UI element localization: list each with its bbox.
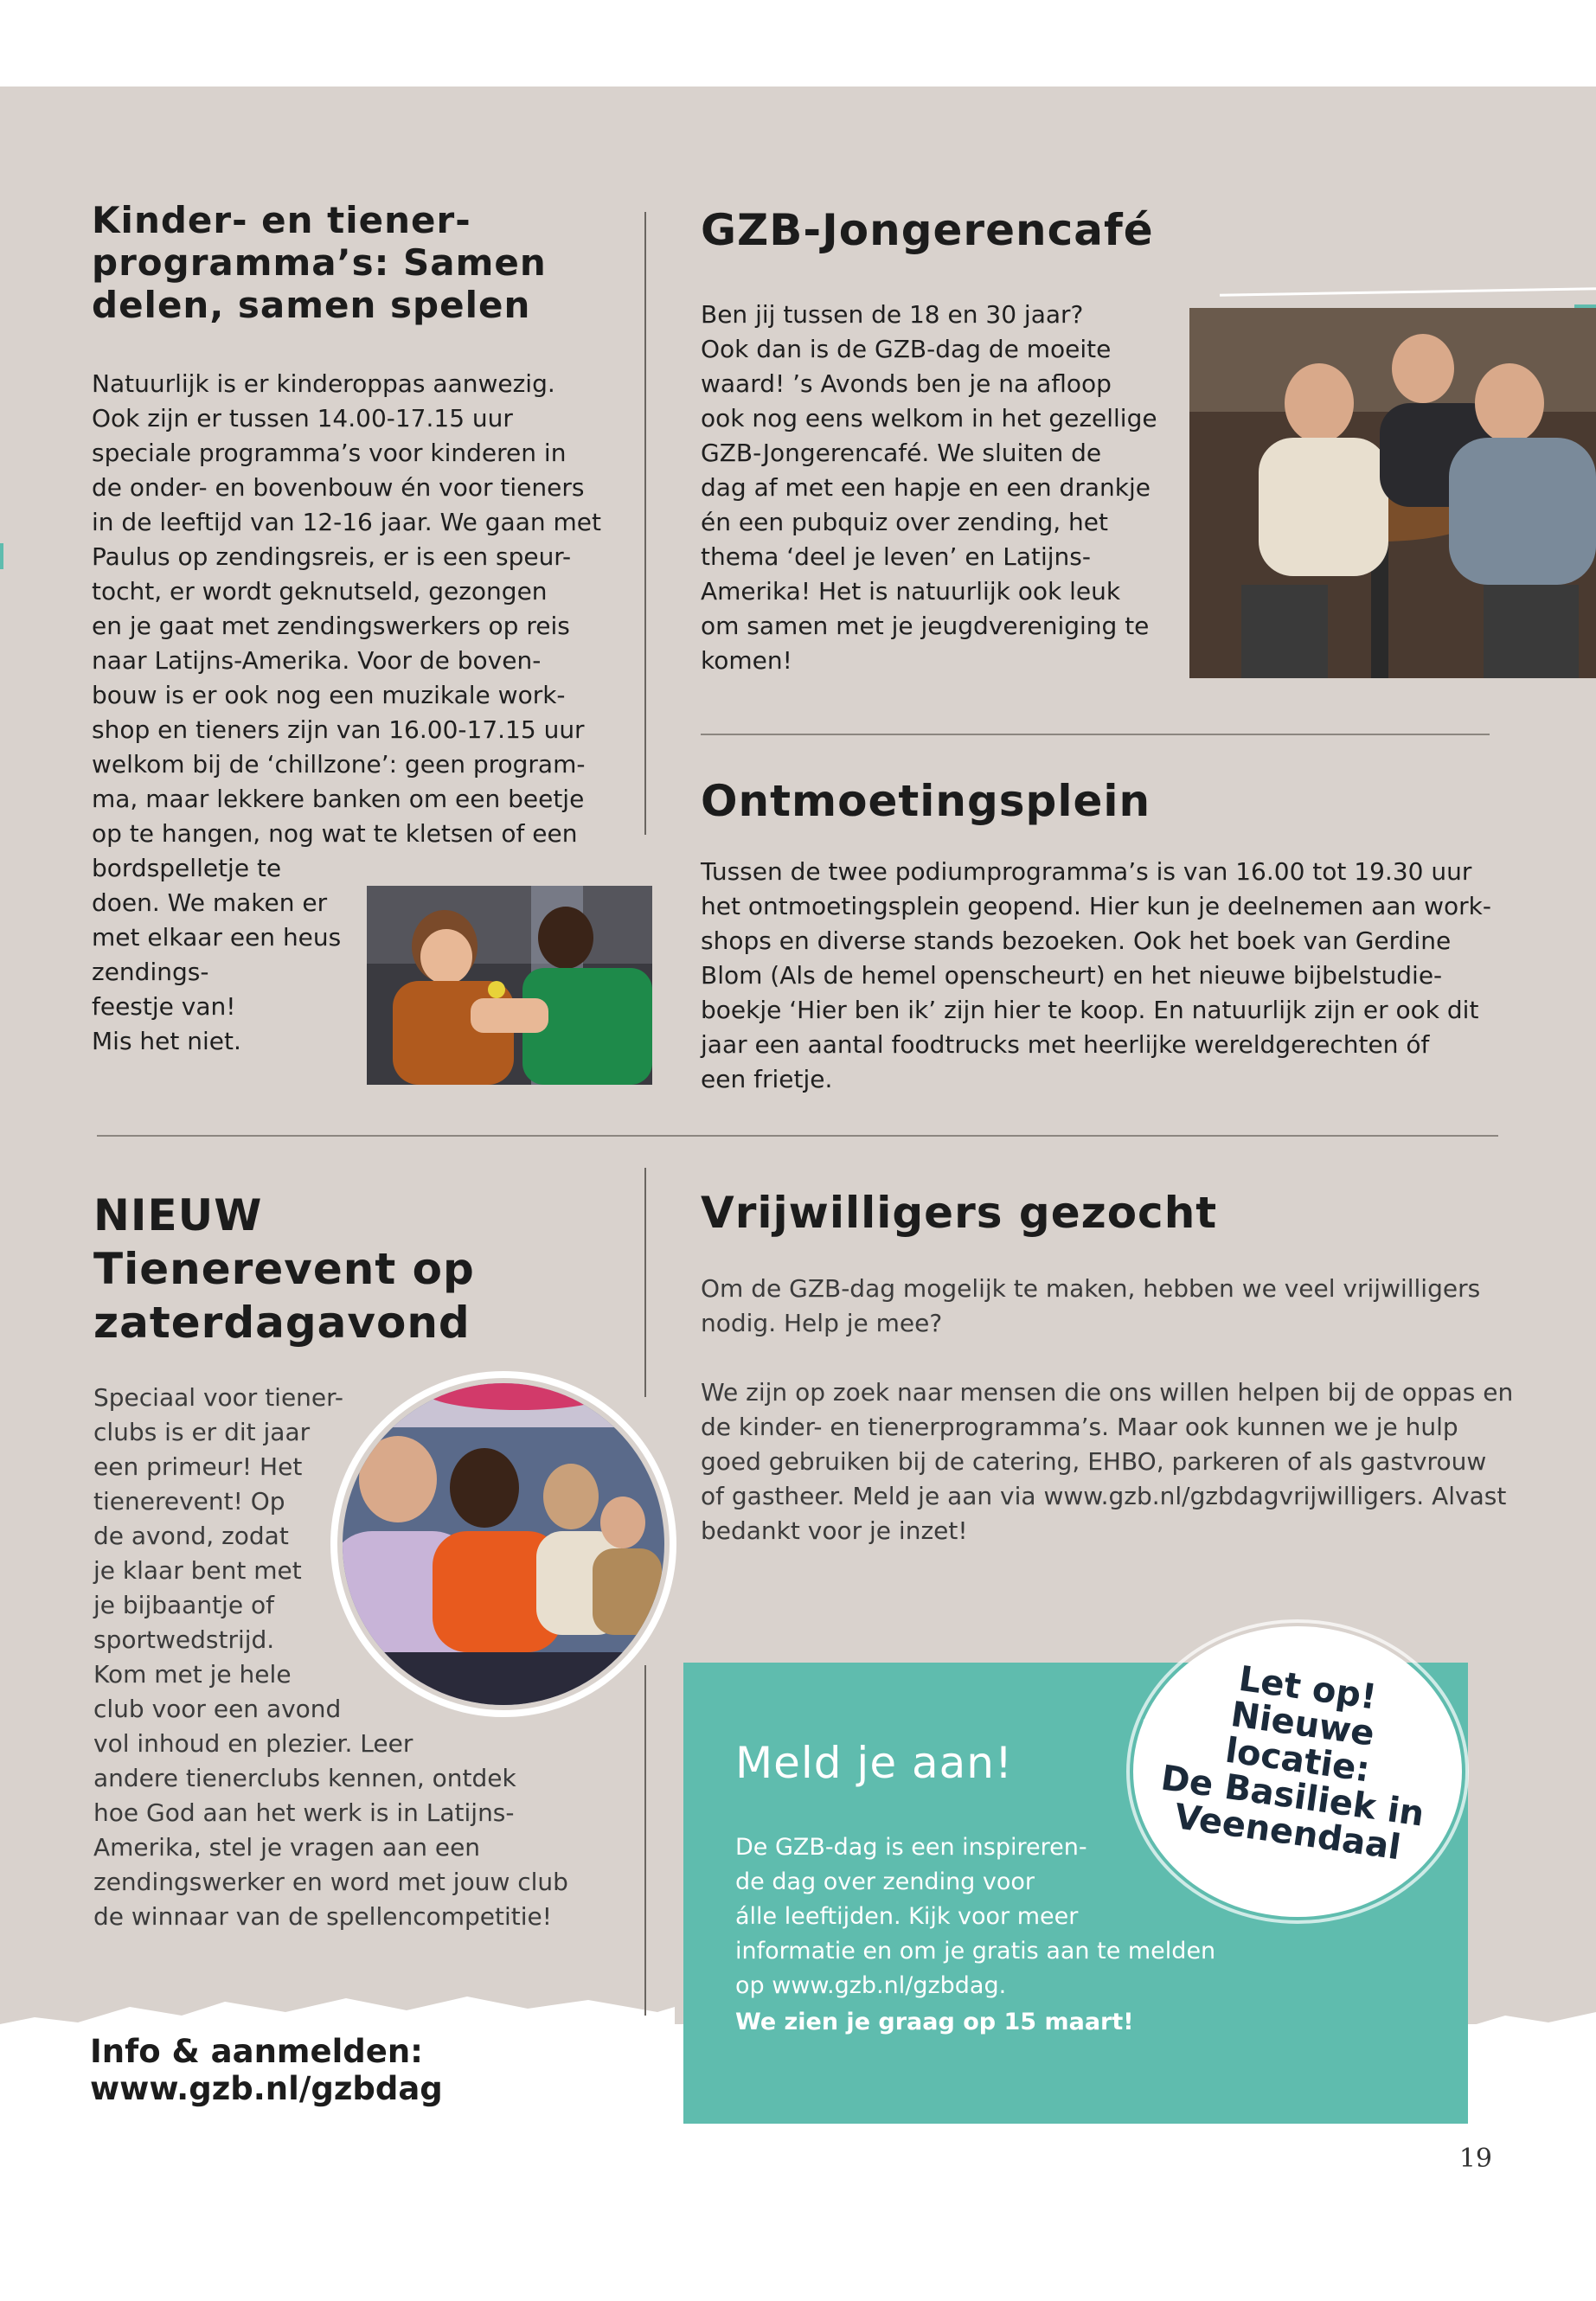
divider-jongerencafe-ontmoetingsplein — [701, 734, 1490, 735]
youth-cafe-photo — [1189, 308, 1596, 678]
notice-text: Let op! Nieuwe locatie: De Basiliek in Veenendaal — [1158, 1658, 1427, 1868]
section-title-jongerencafe: GZB-Jongerencafé — [701, 205, 1154, 255]
section-body-kinderprogramma: Natuurlijk is er kinderoppas aanwezig. Ook zijn er tussen 14.00-17.15 uur speciale programma’s voor kinderen in de onder- en bovenbouw én voor tieners in de leeftijd van 12-16 jaar. We gaan met Paulus op zendingsreis, er is een speur- tocht, er wordt geknutseld, gezongen en je gaat met zendingswerkers op reis naar Latijns-Amerika. Voor de boven- bouw is er ook nog een muzikale work- shop en tieners zijn van 16.00-17.15 uur welkom bij de ‘chillzone’: geen program- ma, maar lekkere banken om een beetje op te hangen, nog wat te kletsen of een bordspelletje te — [92, 369, 601, 882]
kids-crafting-photo — [367, 886, 652, 1085]
signup-body: De GZB-dag is een inspireren- de dag over zending voor álle leeftijden. Kijk voor meer informatie en om je gratis aan te melden op www.gzb.nl/gzbdag. — [735, 1834, 1216, 1999]
page-number: 19 — [1458, 2144, 1492, 2174]
section-body-jongerencafe: Ben jij tussen de 18 en 30 jaar? Ook dan is de GZB-dag de moeite waard! ’s Avonds ben je na afloop ook nog eens welkom in het gezellige GZB-Jongerencafé. We sluiten de dag af met een hapje en een drankje én een pubquiz over zending, het thema ‘deel je leven’ en Latijns- Amerika! Het is natuurlijk ook leuk om samen met je jeugdvereniging te komen! — [701, 300, 1157, 675]
teens-circle-photo — [329, 1367, 683, 1721]
signup-title: Meld je aan! — [735, 1738, 1013, 1788]
left-accent-mark — [0, 543, 3, 569]
column-divider-top — [644, 212, 646, 835]
column-divider-bottom-upper — [644, 1168, 646, 1397]
section-body-vrijwilligers-details: We zijn op zoek naar mensen die ons willen helpen bij de oppas en de kinder- en tienerprogramma’s. Maar ook kunnen we je hulp goed gebruiken bij de catering, EHBO, parkeren of als gastvrouw of gastheer. Meld je aan via www.gzb.nl/gzbdagvrijwilligers. Alvast bedankt voor je inzet! — [701, 1378, 1514, 1545]
section-title-tienerevent: NIEUW Tienerevent op zaterdagavond — [93, 1190, 475, 1348]
divider-middle — [97, 1135, 1498, 1137]
footer-info: Info & aanmelden: www.gzb.nl/gzbdag — [90, 2033, 443, 2107]
section-body-kinderprogramma-end: doen. We maken er met elkaar een heus zendings- feestje van! Mis het niet. — [92, 888, 342, 1055]
section-title-kinderprogramma: Kinder- en tiener- programma’s: Samen delen, samen spelen — [92, 199, 547, 326]
section-body-tienerevent: Speciaal voor tiener- clubs is er dit jaar een primeur! Het tienerevent! Op de avond, zodat je klaar bent met je bijbaantje of sportwedstrijd. Kom met je hele club voor een avond vol inhoud en plezier. Leer andere tienerclubs kennen, ontdek hoe God aan het werk is in Latijns- Amerika, stel je vragen aan een zendingswerker en word met jouw club de winnaar van de spellencompetitie! — [93, 1383, 568, 1931]
section-title-ontmoetingsplein: Ontmoetingsplein — [701, 776, 1151, 826]
section-title-vrijwilligers: Vrijwilligers gezocht — [701, 1188, 1218, 1238]
signup-closing: We zien je graag op 15 maart! — [735, 2009, 1134, 2035]
section-body-ontmoetingsplein: Tussen de twee podiumprogramma’s is van 16.00 tot 19.30 uur het ontmoetingsplein geopend. Hier kun je deelnemen aan work- shops en diverse stands bezoeken. Ook het boek van Gerdine Blom (Als de hemel openscheurt) en het nieuwe bijbelstudie- boekje ‘Hier ben ik’ zijn hier te koop. En natuurlijk zijn er ook dit jaar een aantal foodtrucks met heerlijke wereldgerechten óf een frietje. — [701, 857, 1491, 1093]
section-body-vrijwilligers-intro: Om de GZB-dag mogelijk te maken, hebben we veel vrijwilligers nodig. Help je mee? — [701, 1274, 1481, 1337]
